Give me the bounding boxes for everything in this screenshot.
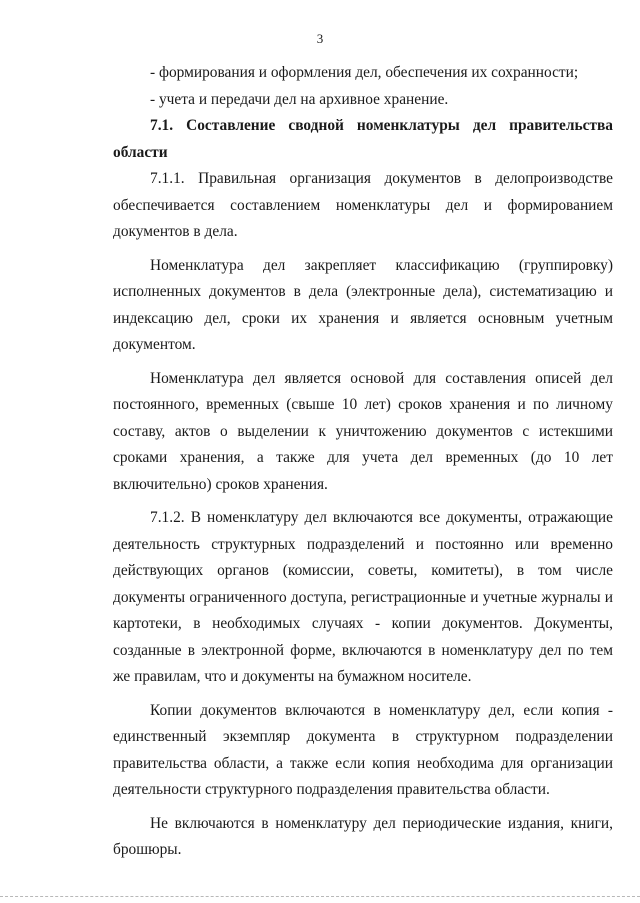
- paragraph: Не включаются в номенклатуру дел периодические издания, книги, брошюры.: [113, 814, 613, 858]
- paragraph: Номенклатура дел является основой для составления описей дел постоянного, временных (свыше 10 лет) сроков хранения и по личному составу, актов о выделении к уничтожению документов с истекшими сроками хранения, а также для учета дел временных (до 10 лет включительно) сроков хранения.: [113, 369, 613, 493]
- document-body: [113, 60, 613, 864]
- paragraph: Копии документов включаются в номенклатуру дел, если копия - единственный экземпляр документа в структурном подразделении правительства области, а также если копия необходима для организации деятельности структурного подразделения правительства области.: [113, 701, 613, 798]
- paragraph: 7.1.1. Правильная организация документов в делопроизводстве обеспечивается составлением номенклатуры дел и формированием документов в дела.: [113, 170, 613, 240]
- scan-edge-divider: [0, 896, 640, 897]
- list-item: - учета и передачи дел на архивное хранение.: [150, 90, 449, 108]
- page-number: 3: [316, 31, 324, 46]
- section-heading: 7.1. Составление сводной номенклатуры дел правительства области: [113, 117, 613, 161]
- list-item: - формирования и оформления дел, обеспечения их сохранности;: [150, 64, 579, 81]
- paragraph: Номенклатура дел закрепляет классификацию (группировку) исполненных документов в дела (электронные дела), систематизацию и индексацию дел, сроки их хранения и является основным учетным документом.: [113, 256, 613, 353]
- paragraph: 7.1.2. В номенклатуру дел включаются все документы, отражающие деятельность структурных подразделений и постоянно или временно действующих органов (комиссии, советы, комитеты), в том числе документы ограниченного доступа, регистрационные и учетные журналы и картотеки, в необходимых случаях - копии документов. Документы, созданные в электронной форме, включаются в номенклатуру дел по тем же правилам, что и документы на бумажном носителе.: [113, 509, 613, 685]
